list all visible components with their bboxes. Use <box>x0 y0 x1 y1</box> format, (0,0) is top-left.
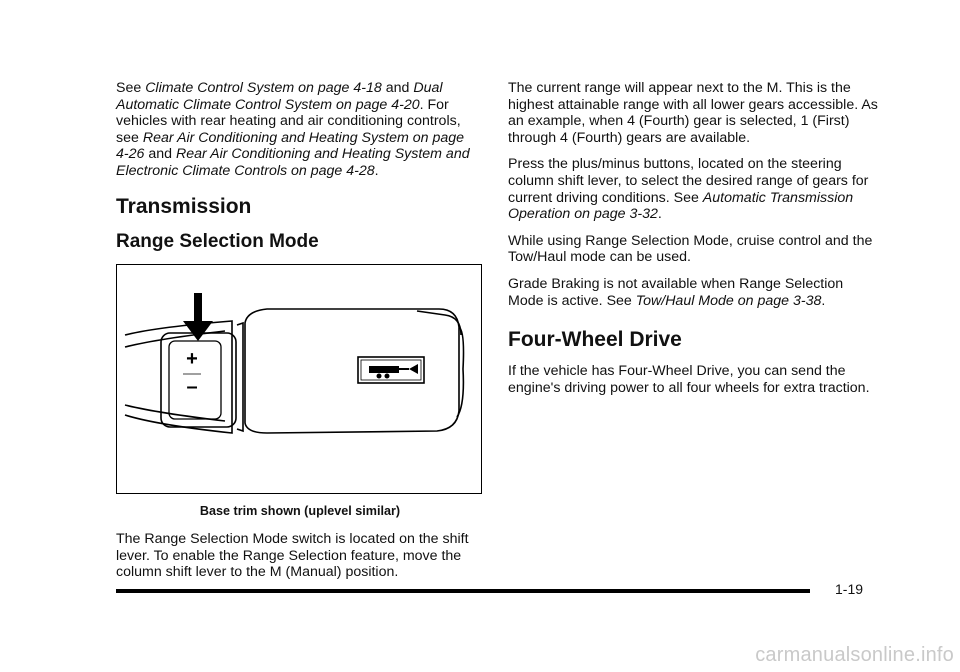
grade-braking-paragraph: Grade Braking is not available when Range Selection Mode is active. See Tow/Haul Mode on page 3‑38. <box>508 275 844 309</box>
link-automatic-transmission-operation[interactable]: Automatic Transmission Operation on page 3‑32 <box>508 189 854 223</box>
climate-reference-paragraph: See Climate Control System on page 4‑18 and Dual Automatic Climate Control System on page 4‑20. For vehicles with rear heating and air conditioning controls, see Rear Air Conditioning and Heating System on page 4‑26 and Rear Air Conditioning and Heating System and Electronic Climate Controls on page 4‑28. <box>116 80 470 179</box>
trailer-icon <box>369 364 418 379</box>
four-wheel-drive-paragraph: If the vehicle has Four-Wheel Drive, you can send the engine's driving power to all four wheels for extra traction. <box>508 363 870 396</box>
minus-symbol: – <box>186 375 198 398</box>
link-rear-ac-electronic[interactable]: Rear Air Conditioning and Heating System and Electronic Climate Controls on page 4‑28 <box>116 146 470 179</box>
shift-lever-figure <box>116 264 482 494</box>
plus-symbol: + <box>186 347 198 370</box>
current-range-paragraph: The current range will appear next to the M. This is the highest attainable range with all lower gears accessible. As an example, when 4 (Fourth) gear is selected, 1 (First) through 4 (Fourth) gears are available. <box>508 80 878 146</box>
plus-minus-buttons[interactable] <box>183 348 201 398</box>
page-number: 1-19 <box>835 581 864 597</box>
shift-lever-illustration <box>117 265 483 495</box>
figure-caption: Base trim shown (uplevel similar) <box>199 503 401 518</box>
link-rear-ac-heating[interactable]: Rear Air Conditioning and Heating System on page 4‑26 <box>116 129 465 163</box>
heading-transmission: Transmission <box>116 194 252 218</box>
heading-range-selection-mode: Range Selection Mode <box>116 230 319 252</box>
plus-minus-paragraph: Press the plus/minus buttons, located on the steering column shift lever, to select the desired range of gears for current driving conditions. See Automatic Transmission Operation on page 3‑32. <box>508 156 869 223</box>
watermark: carmanualsonline.info <box>755 644 954 666</box>
right-column <box>508 80 880 406</box>
link-tow-haul-mode[interactable]: Tow/Haul Mode on page 3‑38 <box>635 292 822 309</box>
cruise-control-paragraph: While using Range Selection Mode, cruise control and the Tow/Haul mode can be used. <box>508 232 873 266</box>
left-column <box>116 80 484 591</box>
range-selection-location-paragraph: The Range Selection Mode switch is located on the shift lever. To enable the Range Selection feature, move the column shift lever to the M (Manual) position. <box>116 531 469 581</box>
footer-rule <box>116 589 810 593</box>
link-climate-control-system[interactable]: Climate Control System on page 4‑18 <box>145 80 382 96</box>
link-dual-automatic-climate[interactable]: Dual Automatic Climate Control System on page 4‑20 <box>116 80 443 113</box>
heading-four-wheel-drive: Four-Wheel Drive <box>508 328 682 352</box>
